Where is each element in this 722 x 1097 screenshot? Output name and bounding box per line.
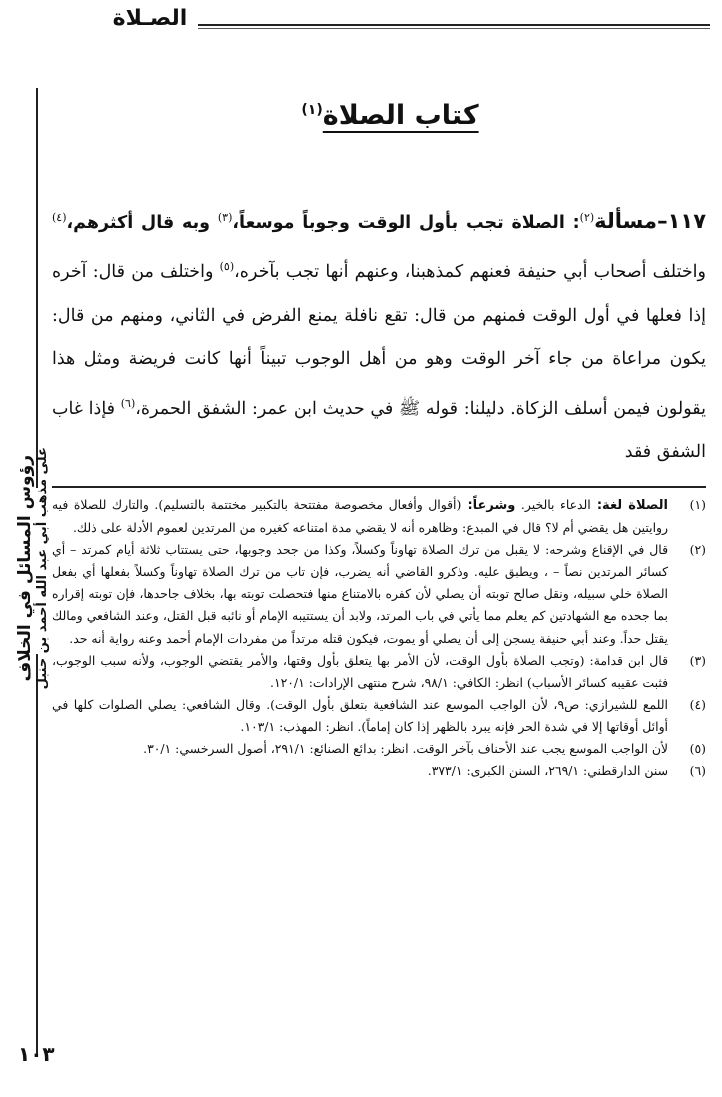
footnote-text: اللمع للشيرازي: ص٩، لأن الواجب الموسع عند الشافعية بتعلق بأول الوقت). وقال الشافعي: يصلي الصلوات كلها في أوائل أوقاتها إلا في شدة الحر فإنه يبرد بالظهر إذا كان إماماً). انظر: المهذب: ١٠٣/١. <box>52 696 668 734</box>
footnotes <box>52 494 706 782</box>
footnote-6 <box>52 760 706 782</box>
main-text <box>52 196 706 474</box>
issue-number: ١١٧– <box>657 208 707 233</box>
issue-label: مسألة <box>594 208 658 233</box>
footnote-number: (١) <box>689 497 706 512</box>
footnote-number: (٣) <box>689 652 706 668</box>
footnote-number: (٦) <box>689 763 706 779</box>
footnote-text-part: الدعاء بالخير. <box>515 497 591 512</box>
footnote-ref-3: (٣) <box>217 211 233 224</box>
side-rule-top <box>36 88 38 488</box>
issue-sentence-2: وبه قال أكثرهم، <box>66 212 218 233</box>
footnote-text: لأن الواجب الموسع يجب عند الأحناف بآخر الوقت. انظر: بدائع الصنائع: ٢٩١/١، أصول السرخسي: ٣٠/١. <box>143 741 668 757</box>
issue-sentence-5: دليلنا: قوله ﷺ في حديث ابن عمر: الشفق الحمرة، <box>135 398 511 419</box>
issue-sentence-1: : الصلاة تجب بأول الوقت وجوباً موسعاً، <box>232 212 580 233</box>
side-book-subtitle: على مذهب أبي عبد الله أحمد بن حنبل <box>34 446 50 690</box>
issue-sentence-6: فإذا غاب الشفق فقد <box>52 398 706 462</box>
page-number: ١٠٣ <box>18 1042 55 1066</box>
footnote-term-lugha: الصلاة لغة: <box>590 498 668 513</box>
chapter-heading <box>240 100 540 131</box>
issue-paragraph <box>52 196 706 474</box>
footnote-ref-6: (٦) <box>120 396 136 410</box>
running-header-title: الصـلاة <box>112 6 188 31</box>
footnote-text: قال ابن قدامة: (وتجب الصلاة بأول الوقت، لأن الأمر بها يتعلق بأول وقتها، والأمر يقتضي الوجوب، ولأنه سبب الوجوب، فثبت عقيبه كسائر الأسباب) انظر: الكافي: ٩٨/١، شرح منتهى الإرادات: ١٢٠/١. <box>52 652 668 690</box>
footnote-text <box>52 494 668 539</box>
issue-sentence-4: واختلف من قال: آخره إذا فعلها في أول الوقت فمنهم من قال: تقع نافلة يمنع الفرض في الثاني، ومنهم من قال: يكون مراعاة من جاء آخر الوقت وهو من أهل الوجوب تبيناً أنها كانت فريضة ومثل هذا يقولون فيمن أسلف الزكاة. <box>52 262 706 419</box>
footnote-term-shar: وشرعاً: <box>461 498 516 513</box>
issue-sentence-3: واختلف أصحاب أبي حنيفة فعنهم كمذهبنا، وعنهم أنها تجب بآخره، <box>234 262 706 283</box>
footnote-ref-5: (٥) <box>219 260 235 274</box>
footnote-3 <box>52 650 706 694</box>
footnote-number: (٤) <box>689 696 706 712</box>
footnote-number: (٢) <box>689 542 706 558</box>
header-rule <box>198 24 710 29</box>
footnote-5 <box>52 738 706 760</box>
chapter-title: كتاب الصلاة <box>322 100 479 131</box>
footnote-text: قال في الإقناع وشرحه: لا يقبل من ترك الصلاة تهاوناً وكسلاً، وكذا من جحد وجوبها، حتى يستتاب ثلاثة أيام كمرتد – أي كسائر المرتدين نصاً – ، ويطبق عليه. وذكرو القاضي أنه يضرب، فإن تاب من ترك الصلاة تهاوناً وكسلاً بفعلها أي بفعل الصلاة خلي سبيله، ونقل صالح توبته أن يصلي لأن كفره بالامتناع منها فتحصلت توبته بها، بخلاف جاحدها، فإن توبته إقراره بما جحده مع الشهادتين كم يعلم مما يأتي في باب المرتد، ولابد أن يستتيبه الإمام أو نائبه قبل القتل، وعند الشافعي ومالك يقتل حداً. وعند أبي حنيفة يسجن إلى أن يصلي أو يموت، فيكون قتله مرتداً من مفردات الإمام أحمد وعنه رواية أنه حد. <box>52 542 668 646</box>
footnote-text-part: (أقوال وأفعال مخصوصة مفتتحة بالتكبير مختتمة بالتسليم). والتارك للصلاة فيه روايتين هل يقضي أم لا؟ قال في المبدع: وظاهره أنه لا يقضي مدة امتناعه كغيره من المرتدين لعموم الأدلة على ذلك. <box>52 497 668 536</box>
footnote-text: سنن الدارقطني: ٢٦٩/١، السنن الكبرى: ٣٧٣/١. <box>427 763 668 779</box>
side-running-title <box>8 446 58 690</box>
side-book-title: رؤوس المسائل في الخلاف <box>14 454 35 682</box>
footnote-2 <box>52 539 706 649</box>
footnote-ref-4: (٤) <box>52 211 67 224</box>
footnote-number: (٥) <box>689 741 706 757</box>
chapter-footnote-ref: (١) <box>301 102 323 118</box>
footnote-4 <box>52 694 706 738</box>
footnote-ref-2: (٢) <box>579 211 595 224</box>
footnote-1 <box>52 494 706 539</box>
side-rule-bottom <box>36 654 38 1054</box>
footnote-separator <box>52 486 706 488</box>
